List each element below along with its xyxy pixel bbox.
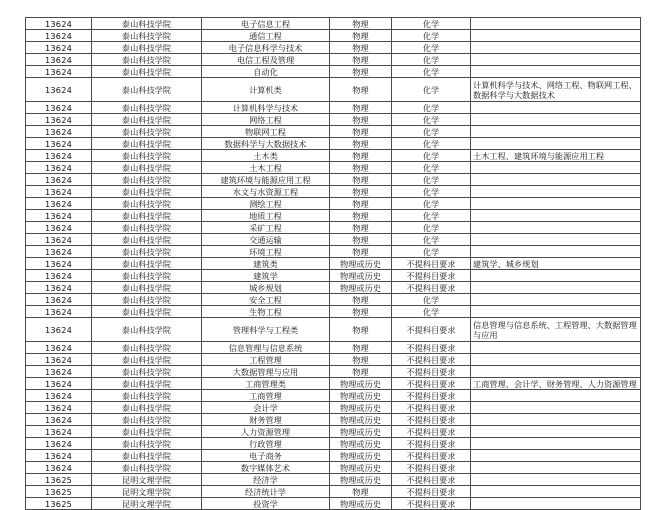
- cell-remark: [471, 354, 641, 366]
- cell-institution-code: 13624: [26, 234, 92, 246]
- table-row: [26, 306, 641, 318]
- cell-first-subject: 物理: [330, 210, 392, 222]
- cell-institution-code: 13624: [26, 438, 92, 450]
- cell-major-name: 地质工程: [202, 210, 330, 222]
- cell-second-subject: 不提科目要求: [392, 438, 471, 450]
- cell-institution-code: 13624: [26, 414, 92, 426]
- table-row: [26, 246, 641, 258]
- cell-first-subject: 物理: [330, 66, 392, 78]
- cell-institution-code: 13624: [26, 270, 92, 282]
- cell-first-subject: 物理: [330, 102, 392, 114]
- table-row: [26, 114, 641, 126]
- cell-first-subject: 物理或历史: [330, 390, 392, 402]
- table-row: [26, 162, 641, 174]
- cell-second-subject: 化学: [392, 18, 471, 30]
- table-row: [26, 102, 641, 114]
- cell-institution-name: 泰山科技学院: [92, 390, 202, 402]
- cell-second-subject: 不提科目要求: [392, 318, 471, 342]
- cell-remark: 计算机科学与技术、网络工程、物联网工程、数据科学与大数据技术: [471, 78, 641, 102]
- cell-major-name: 物联网工程: [202, 126, 330, 138]
- cell-major-name: 建筑学: [202, 270, 330, 282]
- cell-remark: [471, 18, 641, 30]
- cell-major-name: 管理科学与工程类: [202, 318, 330, 342]
- cell-institution-name: 泰山科技学院: [92, 150, 202, 162]
- cell-first-subject: 物理: [330, 138, 392, 150]
- cell-major-name: 数据科学与大数据技术: [202, 138, 330, 150]
- cell-remark: [471, 246, 641, 258]
- cell-institution-code: 13624: [26, 102, 92, 114]
- cell-major-name: 电信工程及管理: [202, 54, 330, 66]
- cell-institution-name: 泰山科技学院: [92, 246, 202, 258]
- cell-institution-name: 泰山科技学院: [92, 162, 202, 174]
- cell-major-name: 数字媒体艺术: [202, 462, 330, 474]
- table-row: [26, 210, 641, 222]
- cell-second-subject: 化学: [392, 174, 471, 186]
- cell-institution-code: 13624: [26, 210, 92, 222]
- cell-major-name: 生物工程: [202, 306, 330, 318]
- table-row: [26, 258, 641, 270]
- cell-first-subject: 物理: [330, 246, 392, 258]
- cell-second-subject: 不提科目要求: [392, 258, 471, 270]
- cell-first-subject: 物理或历史: [330, 402, 392, 414]
- cell-second-subject: 不提科目要求: [392, 282, 471, 294]
- cell-second-subject: 不提科目要求: [392, 414, 471, 426]
- cell-major-name: 经济统计学: [202, 486, 330, 498]
- table-row: [26, 270, 641, 282]
- cell-second-subject: 化学: [392, 42, 471, 54]
- cell-institution-code: 13624: [26, 150, 92, 162]
- cell-institution-code: 13624: [26, 258, 92, 270]
- table-row: [26, 282, 641, 294]
- cell-remark: 土木工程、建筑环境与能源应用工程: [471, 150, 641, 162]
- cell-remark: [471, 114, 641, 126]
- table-row: [26, 498, 641, 510]
- majors-table-container: [25, 17, 640, 510]
- cell-first-subject: 物理: [330, 222, 392, 234]
- cell-first-subject: 物理: [330, 150, 392, 162]
- cell-major-name: 计算机科学与技术: [202, 102, 330, 114]
- cell-remark: [471, 270, 641, 282]
- cell-remark: [471, 474, 641, 486]
- cell-second-subject: 化学: [392, 222, 471, 234]
- cell-major-name: 建筑类: [202, 258, 330, 270]
- cell-major-name: 会计学: [202, 402, 330, 414]
- cell-second-subject: 化学: [392, 30, 471, 42]
- cell-second-subject: 不提科目要求: [392, 402, 471, 414]
- table-row: [26, 462, 641, 474]
- cell-second-subject: 化学: [392, 138, 471, 150]
- cell-remark: [471, 138, 641, 150]
- cell-institution-name: 泰山科技学院: [92, 30, 202, 42]
- cell-remark: [471, 426, 641, 438]
- cell-institution-name: 泰山科技学院: [92, 306, 202, 318]
- cell-first-subject: 物理或历史: [330, 498, 392, 510]
- cell-first-subject: 物理: [330, 186, 392, 198]
- cell-major-name: 土木工程: [202, 162, 330, 174]
- cell-remark: [471, 306, 641, 318]
- table-row: [26, 234, 641, 246]
- cell-institution-name: 泰山科技学院: [92, 450, 202, 462]
- cell-second-subject: 化学: [392, 198, 471, 210]
- table-row: [26, 174, 641, 186]
- cell-remark: [471, 198, 641, 210]
- cell-remark: [471, 342, 641, 354]
- cell-major-name: 投资学: [202, 498, 330, 510]
- cell-second-subject: 不提科目要求: [392, 354, 471, 366]
- cell-remark: 信息管理与信息系统、工程管理、大数据管理与应用: [471, 318, 641, 342]
- cell-major-name: 安全工程: [202, 294, 330, 306]
- cell-second-subject: 化学: [392, 186, 471, 198]
- cell-first-subject: 物理或历史: [330, 414, 392, 426]
- cell-major-name: 建筑环境与能源应用工程: [202, 174, 330, 186]
- cell-institution-name: 泰山科技学院: [92, 210, 202, 222]
- cell-remark: [471, 450, 641, 462]
- cell-institution-code: 13624: [26, 198, 92, 210]
- cell-institution-name: 泰山科技学院: [92, 198, 202, 210]
- cell-major-name: 人力资源管理: [202, 426, 330, 438]
- cell-first-subject: 物理: [330, 486, 392, 498]
- cell-remark: [471, 498, 641, 510]
- cell-institution-code: 13624: [26, 294, 92, 306]
- cell-major-name: 工程管理: [202, 354, 330, 366]
- cell-institution-code: 13624: [26, 114, 92, 126]
- cell-major-name: 工商管理类: [202, 378, 330, 390]
- cell-first-subject: 物理: [330, 294, 392, 306]
- cell-first-subject: 物理: [330, 114, 392, 126]
- cell-second-subject: 不提科目要求: [392, 474, 471, 486]
- cell-first-subject: 物理: [330, 342, 392, 354]
- cell-institution-code: 13624: [26, 318, 92, 342]
- table-row: [26, 18, 641, 30]
- cell-first-subject: 物理: [330, 306, 392, 318]
- cell-major-name: 经济学: [202, 474, 330, 486]
- majors-table-body: [26, 18, 641, 510]
- cell-institution-code: 13624: [26, 174, 92, 186]
- cell-major-name: 网络工程: [202, 114, 330, 126]
- cell-institution-code: 13624: [26, 282, 92, 294]
- table-row: [26, 402, 641, 414]
- table-row: [26, 426, 641, 438]
- table-row: [26, 150, 641, 162]
- cell-major-name: 工商管理: [202, 390, 330, 402]
- cell-first-subject: 物理: [330, 42, 392, 54]
- cell-first-subject: 物理: [330, 30, 392, 42]
- cell-institution-name: 泰山科技学院: [92, 366, 202, 378]
- cell-major-name: 交通运输: [202, 234, 330, 246]
- cell-institution-code: 13624: [26, 246, 92, 258]
- cell-second-subject: 化学: [392, 234, 471, 246]
- cell-first-subject: 物理: [330, 174, 392, 186]
- cell-major-name: 行政管理: [202, 438, 330, 450]
- cell-second-subject: 不提科目要求: [392, 486, 471, 498]
- cell-remark: [471, 54, 641, 66]
- cell-second-subject: 化学: [392, 66, 471, 78]
- cell-institution-name: 泰山科技学院: [92, 138, 202, 150]
- cell-second-subject: 不提科目要求: [392, 498, 471, 510]
- cell-remark: [471, 402, 641, 414]
- table-row: [26, 354, 641, 366]
- cell-major-name: 信息管理与信息系统: [202, 342, 330, 354]
- cell-institution-code: 13624: [26, 54, 92, 66]
- cell-first-subject: 物理或历史: [330, 270, 392, 282]
- cell-institution-name: 泰山科技学院: [92, 270, 202, 282]
- cell-institution-name: 泰山科技学院: [92, 282, 202, 294]
- cell-institution-code: 13625: [26, 486, 92, 498]
- cell-remark: [471, 174, 641, 186]
- cell-institution-name: 泰山科技学院: [92, 294, 202, 306]
- table-row: [26, 78, 641, 102]
- cell-institution-name: 泰山科技学院: [92, 342, 202, 354]
- cell-institution-code: 13624: [26, 402, 92, 414]
- cell-second-subject: 不提科目要求: [392, 390, 471, 402]
- cell-institution-code: 13625: [26, 498, 92, 510]
- cell-remark: [471, 282, 641, 294]
- table-row: [26, 138, 641, 150]
- cell-remark: [471, 42, 641, 54]
- cell-remark: [471, 414, 641, 426]
- cell-first-subject: 物理: [330, 234, 392, 246]
- cell-remark: 建筑学、城乡规划: [471, 258, 641, 270]
- cell-remark: [471, 126, 641, 138]
- cell-institution-code: 13624: [26, 354, 92, 366]
- table-row: [26, 318, 641, 342]
- table-row: [26, 42, 641, 54]
- cell-first-subject: 物理或历史: [330, 258, 392, 270]
- table-row: [26, 294, 641, 306]
- cell-first-subject: 物理: [330, 162, 392, 174]
- cell-second-subject: 化学: [392, 54, 471, 66]
- cell-second-subject: 化学: [392, 114, 471, 126]
- cell-major-name: 土木类: [202, 150, 330, 162]
- cell-institution-code: 13624: [26, 78, 92, 102]
- cell-second-subject: 不提科目要求: [392, 450, 471, 462]
- cell-remark: 工商管理、会计学、财务管理、人力资源管理: [471, 378, 641, 390]
- cell-second-subject: 化学: [392, 306, 471, 318]
- cell-remark: [471, 30, 641, 42]
- cell-institution-code: 13624: [26, 306, 92, 318]
- cell-major-name: 大数据管理与应用: [202, 366, 330, 378]
- cell-remark: [471, 390, 641, 402]
- cell-institution-name: 泰山科技学院: [92, 318, 202, 342]
- cell-institution-name: 泰山科技学院: [92, 186, 202, 198]
- cell-second-subject: 化学: [392, 294, 471, 306]
- cell-first-subject: 物理: [330, 318, 392, 342]
- cell-remark: [471, 222, 641, 234]
- cell-first-subject: 物理或历史: [330, 378, 392, 390]
- cell-institution-code: 13625: [26, 474, 92, 486]
- table-row: [26, 366, 641, 378]
- cell-major-name: 电子信息科学与技术: [202, 42, 330, 54]
- cell-second-subject: 不提科目要求: [392, 270, 471, 282]
- table-row: [26, 30, 641, 42]
- cell-first-subject: 物理或历史: [330, 438, 392, 450]
- cell-institution-name: 泰山科技学院: [92, 234, 202, 246]
- cell-institution-name: 泰山科技学院: [92, 438, 202, 450]
- cell-institution-name: 泰山科技学院: [92, 102, 202, 114]
- cell-institution-name: 泰山科技学院: [92, 462, 202, 474]
- cell-institution-code: 13624: [26, 126, 92, 138]
- cell-major-name: 电子信息工程: [202, 18, 330, 30]
- cell-institution-code: 13624: [26, 30, 92, 42]
- table-row: [26, 450, 641, 462]
- cell-institution-name: 泰山科技学院: [92, 54, 202, 66]
- cell-second-subject: 化学: [392, 162, 471, 174]
- cell-major-name: 测绘工程: [202, 198, 330, 210]
- cell-institution-name: 泰山科技学院: [92, 222, 202, 234]
- cell-major-name: 自动化: [202, 66, 330, 78]
- cell-first-subject: 物理或历史: [330, 474, 392, 486]
- cell-second-subject: 化学: [392, 102, 471, 114]
- cell-major-name: 电子商务: [202, 450, 330, 462]
- cell-remark: [471, 486, 641, 498]
- cell-institution-code: 13624: [26, 378, 92, 390]
- cell-institution-name: 昆明文理学院: [92, 486, 202, 498]
- cell-institution-code: 13624: [26, 390, 92, 402]
- cell-institution-code: 13624: [26, 66, 92, 78]
- cell-first-subject: 物理: [330, 366, 392, 378]
- cell-institution-name: 泰山科技学院: [92, 114, 202, 126]
- cell-remark: [471, 366, 641, 378]
- cell-institution-code: 13624: [26, 462, 92, 474]
- cell-institution-code: 13624: [26, 18, 92, 30]
- cell-institution-code: 13624: [26, 450, 92, 462]
- cell-second-subject: 不提科目要求: [392, 378, 471, 390]
- cell-second-subject: 不提科目要求: [392, 342, 471, 354]
- table-row: [26, 126, 641, 138]
- cell-institution-code: 13624: [26, 222, 92, 234]
- cell-remark: [471, 102, 641, 114]
- cell-remark: [471, 210, 641, 222]
- cell-major-name: 环境工程: [202, 246, 330, 258]
- cell-first-subject: 物理: [330, 126, 392, 138]
- table-row: [26, 66, 641, 78]
- cell-institution-name: 泰山科技学院: [92, 78, 202, 102]
- cell-second-subject: 不提科目要求: [392, 366, 471, 378]
- table-row: [26, 378, 641, 390]
- cell-institution-code: 13624: [26, 426, 92, 438]
- table-row: [26, 390, 641, 402]
- table-row: [26, 198, 641, 210]
- table-row: [26, 186, 641, 198]
- cell-first-subject: 物理: [330, 54, 392, 66]
- cell-remark: [471, 162, 641, 174]
- cell-first-subject: 物理或历史: [330, 462, 392, 474]
- cell-first-subject: 物理: [330, 354, 392, 366]
- table-row: [26, 414, 641, 426]
- cell-institution-code: 13624: [26, 138, 92, 150]
- cell-institution-name: 泰山科技学院: [92, 402, 202, 414]
- cell-first-subject: 物理或历史: [330, 426, 392, 438]
- cell-remark: [471, 234, 641, 246]
- majors-table: [25, 17, 641, 510]
- cell-second-subject: 化学: [392, 78, 471, 102]
- cell-institution-name: 泰山科技学院: [92, 378, 202, 390]
- cell-first-subject: 物理或历史: [330, 450, 392, 462]
- cell-first-subject: 物理: [330, 198, 392, 210]
- cell-major-name: 计算机类: [202, 78, 330, 102]
- table-row: [26, 486, 641, 498]
- cell-institution-name: 昆明文理学院: [92, 474, 202, 486]
- table-row: [26, 222, 641, 234]
- cell-major-name: 通信工程: [202, 30, 330, 42]
- cell-remark: [471, 66, 641, 78]
- cell-institution-name: 泰山科技学院: [92, 174, 202, 186]
- cell-institution-code: 13624: [26, 186, 92, 198]
- cell-major-name: 采矿工程: [202, 222, 330, 234]
- cell-first-subject: 物理: [330, 78, 392, 102]
- cell-first-subject: 物理: [330, 18, 392, 30]
- cell-institution-name: 泰山科技学院: [92, 66, 202, 78]
- cell-institution-name: 泰山科技学院: [92, 42, 202, 54]
- cell-institution-code: 13624: [26, 366, 92, 378]
- cell-major-name: 城乡规划: [202, 282, 330, 294]
- cell-second-subject: 化学: [392, 246, 471, 258]
- cell-second-subject: 化学: [392, 150, 471, 162]
- table-row: [26, 54, 641, 66]
- cell-major-name: 水文与水资源工程: [202, 186, 330, 198]
- cell-institution-name: 泰山科技学院: [92, 354, 202, 366]
- table-row: [26, 474, 641, 486]
- cell-institution-name: 泰山科技学院: [92, 414, 202, 426]
- table-row: [26, 438, 641, 450]
- cell-first-subject: 物理或历史: [330, 282, 392, 294]
- cell-institution-code: 13624: [26, 342, 92, 354]
- cell-institution-name: 泰山科技学院: [92, 258, 202, 270]
- cell-remark: [471, 186, 641, 198]
- cell-second-subject: 化学: [392, 126, 471, 138]
- table-row: [26, 342, 641, 354]
- cell-remark: [471, 438, 641, 450]
- cell-institution-name: 昆明文理学院: [92, 498, 202, 510]
- cell-remark: [471, 462, 641, 474]
- cell-remark: [471, 294, 641, 306]
- cell-institution-code: 13624: [26, 42, 92, 54]
- cell-institution-code: 13624: [26, 162, 92, 174]
- cell-second-subject: 化学: [392, 210, 471, 222]
- cell-second-subject: 不提科目要求: [392, 426, 471, 438]
- cell-institution-name: 泰山科技学院: [92, 426, 202, 438]
- cell-institution-name: 泰山科技学院: [92, 126, 202, 138]
- cell-major-name: 财务管理: [202, 414, 330, 426]
- cell-institution-name: 泰山科技学院: [92, 18, 202, 30]
- cell-second-subject: 不提科目要求: [392, 462, 471, 474]
